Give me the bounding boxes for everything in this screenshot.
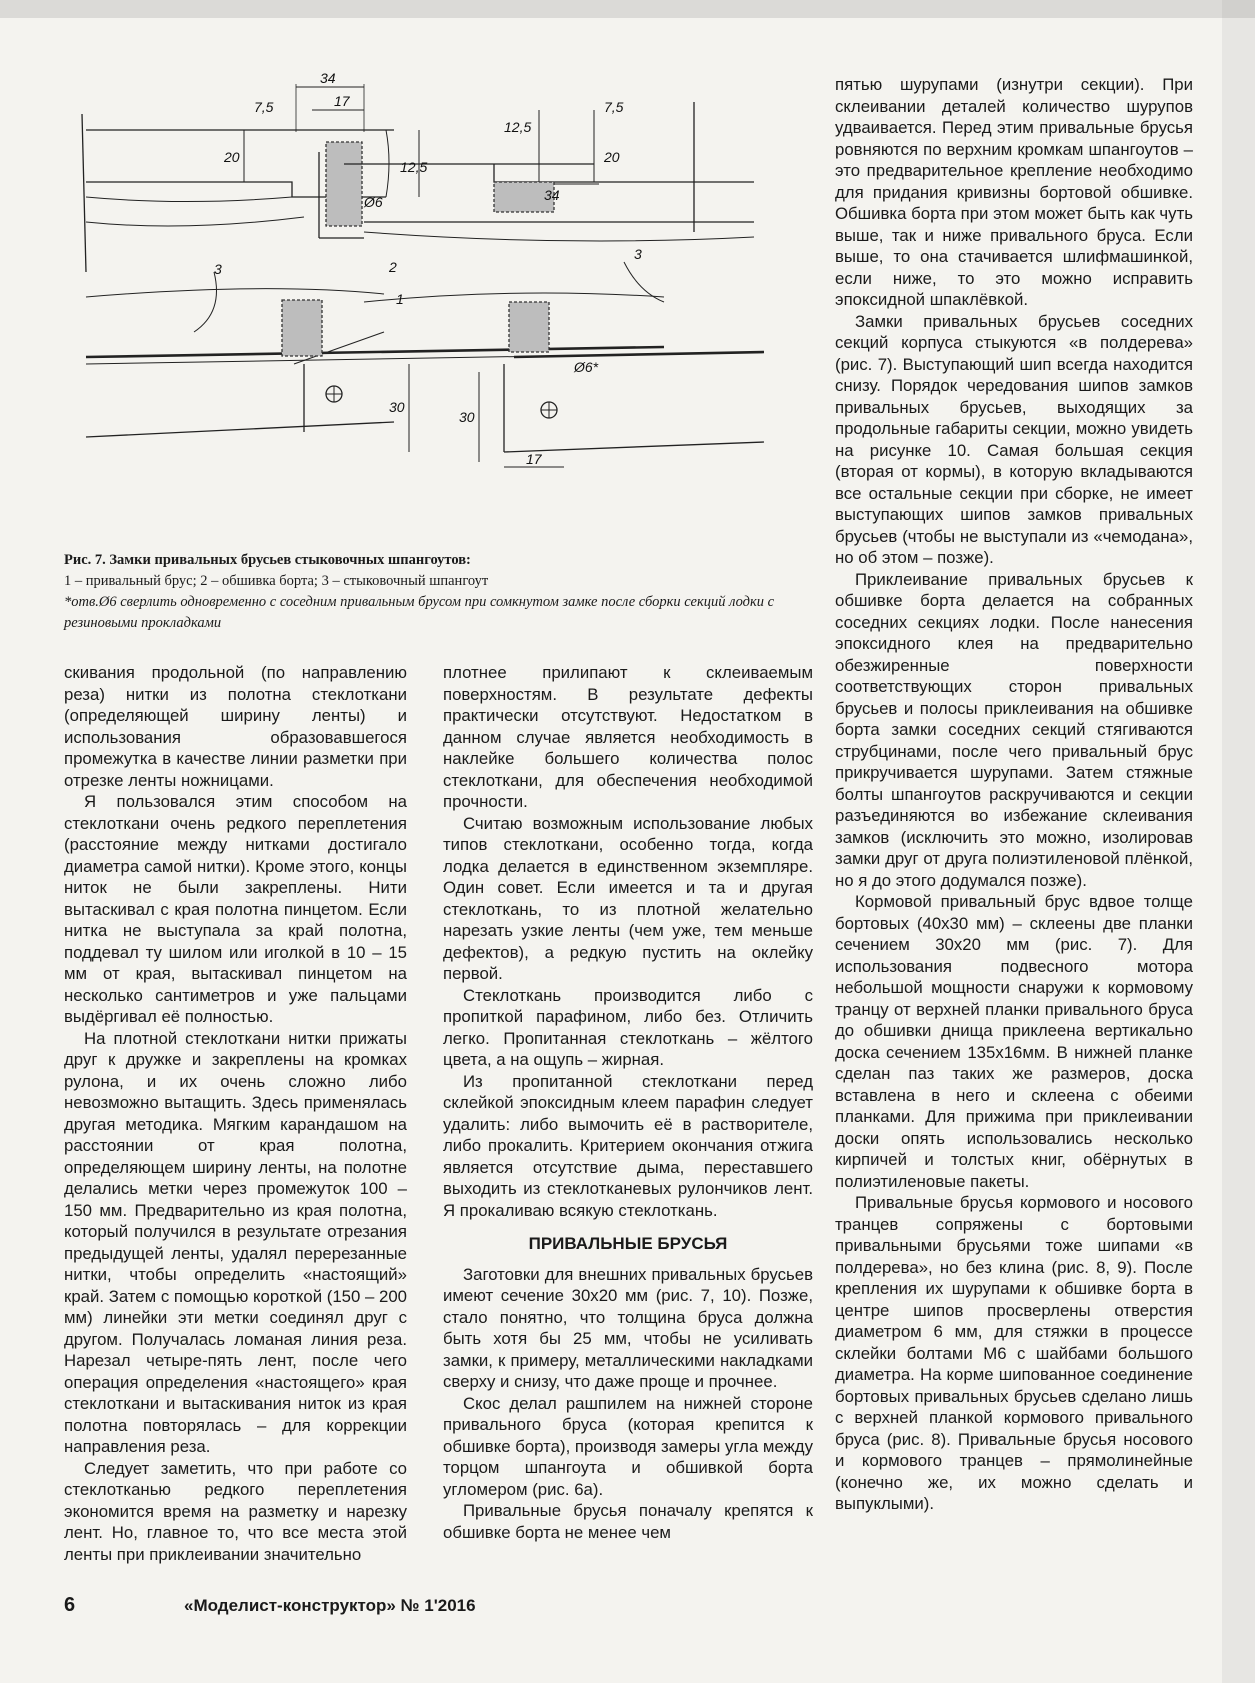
frame-section-hatch-top (326, 142, 362, 226)
caption-note: *отв.Ø6 сверлить одновременно с соседним привальным брусом при сомкнутом замке после сборки секций лодки с резиновыми прокладками (64, 594, 775, 631)
top-view-step-right (494, 164, 754, 182)
rail-joint-diagram (64, 72, 824, 542)
figure-7-caption (64, 550, 824, 634)
frame-section-hatch-left (282, 300, 322, 356)
label-d6-b: Ø6* (574, 359, 599, 375)
paragraph: Приклеивание привальных брусьев к обшивке борта делается на собранных соседних секциях лодки. После нанесения эпоксидного клея на предварительно обезжиренные поверхности соответствующих сторон привальных брусьев и полосы приклеивания на обшивке борта замки соседних секций стягиваются струбцинами, после чего привальный брус прикручивается шурупами. Затем стяжные болты шпангоутов раскручиваются и секции разъединяются во избежание склеивания замков (исключить это можно, изолировав замки друг от друга полиэтиленовой плёнкой, но я до этого додумался позже). (835, 569, 1193, 890)
figure-7-drawing (64, 72, 824, 542)
caption-title: Рис. 7. Замки привальных брусьев стыковочных шпангоутов: (64, 552, 471, 568)
label-d20-right: 20 (604, 149, 620, 165)
label-d34-top: 34 (320, 72, 336, 86)
paragraph: Я пользовался этим способом на стеклоткани очень редкого переплетения (расстояние между нитками достигало диаметра самой нитки). Кроме этого, концы ниток не были закреплены. Нити вытаскивал с края полотна пинцетом. Если нитка не выступала за край полотна, поддевал ту шилом или иголкой в 10 – 15 мм от края, вытаскивал пинцетом на несколько сантиметров и уже пальцами выдёргивал её полностью. (64, 792, 407, 1026)
bleed-through-strip-right (1222, 0, 1255, 1683)
label-d17-bottom: 17 (526, 451, 542, 467)
label-d75-left: 7,5 (254, 99, 274, 115)
side-view-rail-bottom-right (504, 442, 764, 452)
label-2: 2 (389, 259, 397, 275)
label-d6-a: Ø6 (364, 194, 383, 210)
journal-title: «Моделист-конструктор» № 1'2016 (184, 1596, 476, 1615)
side-view-hull-top-right (514, 352, 764, 357)
paragraph: плотнее прилипают к склеиваемым поверхностям. В результате дефекты практически отсутствуют. Недостатком в данном случае является необходимость в наклейке большего количества полос стеклоткани, для обеспечения необходимой прочности. (443, 663, 813, 811)
frame-section-hatch-right (509, 302, 549, 352)
label-d75-right: 7,5 (604, 99, 624, 115)
section-heading: ПРИВАЛЬНЫЕ БРУСЬЯ (528, 1234, 728, 1253)
label-d30-right: 30 (459, 409, 475, 425)
label-d20-left: 20 (224, 149, 240, 165)
left-border-line (82, 114, 86, 272)
paragraph: Считаю возможным использование любых типов стеклоткани, особенно тогда, когда лодка делается в единственном экземпляре. Один совет. Если имеется и та и другая стеклоткань, то из плотной желательно нарезать узкие ленты (чем уже, тем меньше дефектов), а редкую пустить на оклейку первой. (443, 813, 813, 983)
label-1: 1 (396, 291, 404, 307)
text-column-2 (443, 662, 813, 1543)
label-d34-mid: 34 (544, 187, 560, 203)
paragraph: Замки привальных брусьев соседних секций корпуса стыкуются «в полдерева» (рис. 7). Выступающий шип всегда находится снизу. Порядок чередования шипов замков привальных брусьев, выходящих за продольные габариты секции, можно увидеть на рисунке 10. Самая большая секция (вторая от кормы), в которую вкладываются все остальные секции при сборке, не имеет выступающих шипов замков привальных брусьев (чтобы не выступали из «чемодана», но об этом – позже). (835, 311, 1193, 567)
paragraph: Скос делал рашпилем на нижней стороне привального бруса (которая крепится к обшивке борта), производя замеры угла между торцом шпангоута и обшивкой борта угломером (рис. 6а). (443, 1393, 813, 1499)
paragraph: скивания продольной (по направлению реза) нитки из полотна стеклоткани (определяющей ширину ленты) и использования образовавшегося промежутка в качестве линии разметки при отрезке ленты ножницами. (64, 663, 407, 790)
page-number: 6 (64, 1594, 76, 1616)
leader-3-left (194, 272, 217, 332)
caption-legend: 1 – привальный брус; 2 – обшивка борта; 3 – стыковочный шпангоут (64, 573, 489, 589)
label-3-right: 3 (634, 246, 642, 262)
paragraph: Привальные брусья кормового и носового транцев сопряжены с бортовыми привальными брусьями тоже шипами «в полдерева», но без клина (рис. 8, 9). После крепления их шурупами к обшивке борта в центре шипов просверлены отверстия диаметром 6 мм, для стяжки в процессе склейки болтами М6 с шайбами большого диаметра. На корме шипованное соединение бортовых привальных брусьев сделано лишь с верхней планкой кормового привального бруса (рис. 8). Привальные брусья носового и кормового транцев – прямолинейные (конечно же, их можно сделать и выпуклыми). (835, 1193, 1193, 1513)
paragraph: Следует заметить, что при работе со стеклотканью редкого переплетения экономится время на разметку и нарезку лент. Но, главное то, что все места этой ленты при приклеивании значительно (64, 1458, 407, 1564)
label-d17-top: 17 (334, 93, 350, 109)
paragraph: Кормовой привальный брус вдвое толще бортовых (40х30 мм) – склеены две планки сечением 30х20 мм (рис. 7). Для использования подвесного мотора небольшой мощности снаружи к кормовому транцу от верхней планки привального бруса до обшивки днища приклеена вертикально доска сечением 135х16мм. В нижней планке сделан паз таких же размеров, доска вставлена в него и склеена с обеими планками. Для прижима при приклеивании доски опять использовались несколько кирпичей и толстых книг, обёрнутых в полиэтиленовые пакеты. (835, 892, 1193, 1191)
paragraph: пятью шурупами (изнутри секции). При склеивании деталей количество шурупов удваивается. Перед этим привальные брусья ровняются по верхним кромкам шпангоутов – это предварительное крепление необходимо для придания кривизны бортовой обшивке. Обшивка борта при этом может быть как чуть выше, так и ниже привального бруса. Если выше, то она стачивается шлифмашинкой, если ниже, то это можно исправить эпоксидной шпаклёвкой. (835, 75, 1193, 309)
top-view-wavy-left (86, 197, 292, 202)
hull-wave-left (86, 289, 384, 297)
paragraph: Стеклоткань производится либо с пропиткой парафином, либо без. Отличить легко. Пропитанная стеклоткань – жёлтого цвета, а на ощупь – жирная. (443, 985, 813, 1069)
top-view-wavy-right (364, 232, 754, 241)
top-view-hull-curve (86, 217, 304, 226)
label-d30-left: 30 (389, 399, 405, 415)
label-d125-a: 12,5 (400, 159, 428, 175)
side-view-rail-bottom-left (86, 422, 394, 437)
bleed-through-strip-top (0, 0, 1255, 18)
label-3-left: 3 (214, 261, 222, 277)
text-column-1 (64, 662, 407, 1565)
hull-wave-right (364, 293, 664, 302)
text-column-3 (835, 74, 1193, 1515)
paragraph: Из пропитанной стеклоткани перед склейкой эпоксидным клеем парафин следует удалить: либо вымочить её в растворителе, либо прокалить. Критерием окончания отжига является отсутствие дыма, переставшего выходить из стеклотканевых рулончиков лент. Я прокаливаю всякую стеклоткань. (443, 1071, 813, 1220)
paragraph: На плотной стеклоткани нитки прижаты друг к дружке и закреплены на кромках рулона, и их очень сложно либо невозможно вытащить. Здесь применялась другая методика. Мягким карандашом на расстоянии от края полотна, определяющем ширину ленты, на полотне делались метки через промежуток 100 – 150 мм. Предварительно из края полотна, который получился в результате отрезания предыдущей ленты, удалял перерезанные нитки, чтобы определить «настоящий» край. Затем с помощью короткой (150 – 200 мм) линейки эти метки соединял друг с другом. Получалась ломаная линия реза. Нарезал четыре-пять лент, после чего операция определения «настоящего» края стеклоткани и вытаскивания ниток из края полотна повторялась – для коррекции направления реза. (64, 1028, 407, 1456)
paragraph: Заготовки для внешних привальных брусьев имеют сечение 30х20 мм (рис. 7, 10). Позже, стало понятно, что толщина бруса должна быть хотя бы 25 мм, чтобы не усиливать замки, к примеру, металлическими накладками сверху и снизу, что даже проще и прочнее. (443, 1264, 813, 1391)
paragraph: Привальные брусья поначалу крепятся к обшивке борта не менее чем (443, 1501, 813, 1542)
label-d125-b: 12,5 (504, 119, 532, 135)
